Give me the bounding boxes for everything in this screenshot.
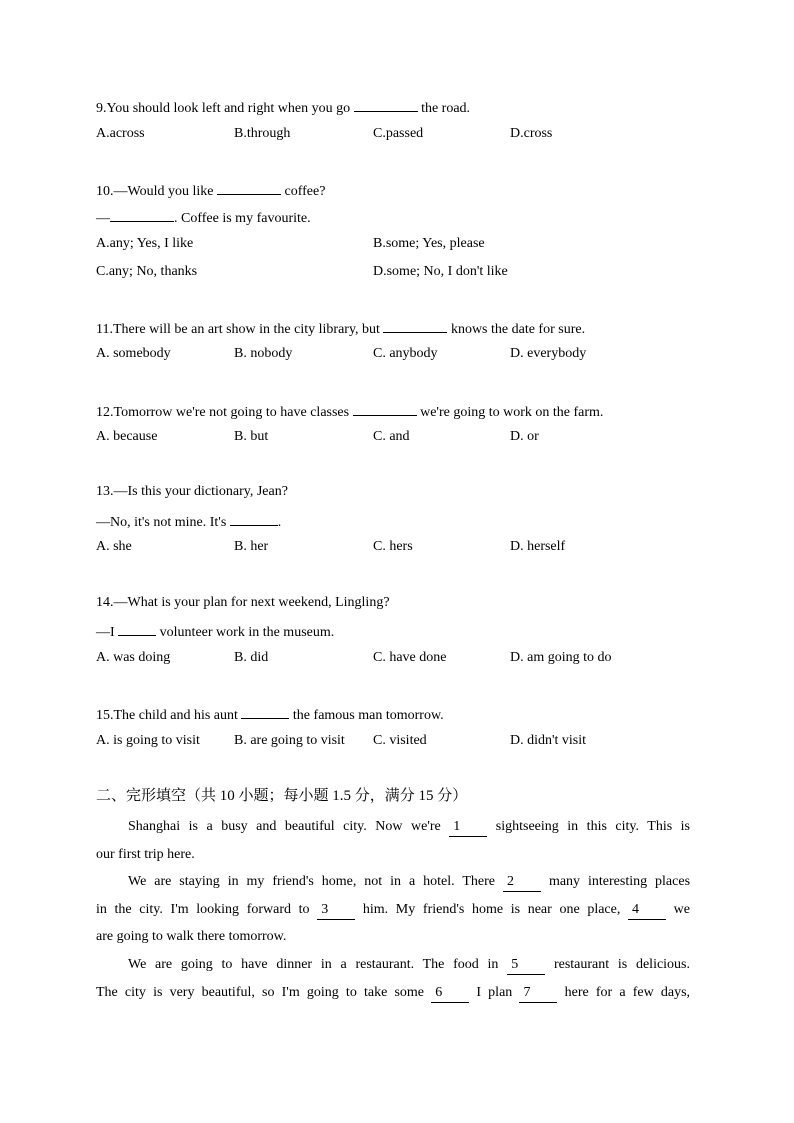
option-a: A. because (96, 429, 158, 444)
cloze-line (128, 873, 690, 892)
question-stem: 13.—Is this your dictionary, Jean? (96, 484, 288, 499)
option-c: C. anybody (373, 346, 438, 361)
option-d: D. everybody (510, 346, 587, 361)
cloze-gap-1[interactable]: 1 (449, 818, 487, 837)
question-stem: 12.Tomorrow we're not going to have classes (96, 405, 350, 420)
option-a: A.any; Yes, I like (96, 236, 194, 251)
cloze-text: are going to walk there tomorrow. (96, 929, 287, 944)
cloze-line (96, 928, 690, 946)
answer-blank[interactable] (230, 511, 278, 526)
option-c: C.passed (373, 126, 424, 141)
cloze-text: Shanghai is a busy and beautiful city. Now we're (128, 819, 441, 834)
option-d: D. didn't visit (510, 733, 587, 748)
question-stem: 11.There will be an art show in the city library, but (96, 322, 380, 337)
answer-blank[interactable] (241, 704, 289, 719)
question-stem: 10.—Would you like (96, 184, 214, 199)
question-13 (96, 483, 288, 501)
cloze-text: many interesting places (548, 874, 691, 889)
dialogue-text: —No, it's not mine. It's (96, 515, 227, 530)
question-stem-after: coffee? (284, 184, 326, 199)
option-b: B.through (234, 126, 291, 141)
answer-blank[interactable] (353, 401, 417, 416)
cloze-line (96, 846, 690, 864)
cloze-text: here for a few days, (564, 985, 691, 1000)
question-stem-after: the famous man tomorrow. (292, 708, 444, 723)
cloze-gap-4[interactable]: 4 (628, 901, 666, 920)
question-stem-after: knows the date for sure. (450, 322, 586, 337)
option-d: D. am going to do (510, 650, 612, 665)
option-a: A. was doing (96, 650, 171, 665)
question-stem-after: we're going to work on the farm. (420, 405, 604, 420)
cloze-gap-3[interactable]: 3 (317, 901, 355, 920)
option-b: B. but (234, 429, 269, 444)
option-d: D. herself (510, 539, 566, 554)
cloze-text: our first trip here. (96, 847, 195, 862)
answer-blank[interactable] (118, 621, 156, 636)
option-b: B. her (234, 539, 269, 554)
dialogue-dash: — (96, 211, 110, 226)
cloze-line (128, 818, 690, 837)
dialogue-text-after: volunteer work in the museum. (159, 625, 335, 640)
answer-blank[interactable] (354, 97, 418, 112)
question-14 (96, 594, 390, 612)
question-14-line2 (96, 621, 334, 642)
dialogue-text: —I (96, 625, 115, 640)
dialogue-end: . (277, 515, 282, 530)
cloze-text: We are staying in my friend's home, not in a hotel. There (128, 874, 495, 889)
question-9 (96, 97, 470, 118)
option-a: A. is going to visit (96, 733, 200, 748)
question-10-line2 (96, 207, 311, 228)
option-a: A. she (96, 539, 132, 554)
option-c: C. hers (373, 539, 413, 554)
question-12 (96, 401, 603, 422)
cloze-line (96, 984, 690, 1003)
cloze-gap-2[interactable]: 2 (503, 873, 541, 892)
answer-blank[interactable] (217, 180, 281, 195)
option-c: C. and (373, 429, 410, 444)
option-b: B.some; Yes, please (373, 236, 485, 251)
cloze-gap-7[interactable]: 7 (519, 984, 557, 1003)
cloze-gap-6[interactable]: 6 (431, 984, 469, 1003)
option-a: A. somebody (96, 346, 171, 361)
cloze-text: in the city. I'm looking forward to (96, 902, 310, 917)
question-15 (96, 704, 444, 725)
cloze-text: restaurant is delicious. (553, 957, 691, 972)
option-b: B. did (234, 650, 269, 665)
cloze-text: him. My friend's home is near one place, (362, 902, 621, 917)
cloze-gap-5[interactable]: 5 (507, 956, 545, 975)
question-13-line2 (96, 511, 281, 532)
cloze-text: The city is very beautiful, so I'm going to take some (96, 985, 425, 1000)
answer-blank[interactable] (383, 318, 447, 333)
question-stem-after: the road. (421, 101, 471, 116)
answer-blank[interactable] (110, 207, 174, 222)
cloze-text: We are going to have dinner in a restaurant. The food in (128, 957, 499, 972)
question-stem: 9.You should look left and right when you go (96, 101, 351, 116)
question-10 (96, 180, 325, 201)
option-d: D. or (510, 429, 539, 444)
question-stem: 14.—What is your plan for next weekend, Lingling? (96, 595, 390, 610)
cloze-text: we (673, 902, 690, 917)
cloze-line (128, 956, 690, 975)
cloze-text: I plan (476, 985, 513, 1000)
option-a: A.across (96, 126, 145, 141)
option-b: B. are going to visit (234, 733, 345, 748)
option-c: C. have done (373, 650, 447, 665)
option-c: C. visited (373, 733, 427, 748)
option-c: C.any; No, thanks (96, 264, 198, 279)
question-11 (96, 318, 585, 339)
dialogue-text: . Coffee is my favourite. (174, 211, 311, 226)
question-stem: 15.The child and his aunt (96, 708, 238, 723)
section-title: 二、完形填空（共 10 小题；每小题 1.5 分，满分 15 分） (96, 788, 468, 804)
cloze-line (96, 901, 690, 920)
cloze-text: sightseeing in this city. This is (495, 819, 691, 834)
option-d: D.cross (510, 126, 553, 141)
option-d: D.some; No, I don't like (373, 264, 508, 279)
option-b: B. nobody (234, 346, 293, 361)
